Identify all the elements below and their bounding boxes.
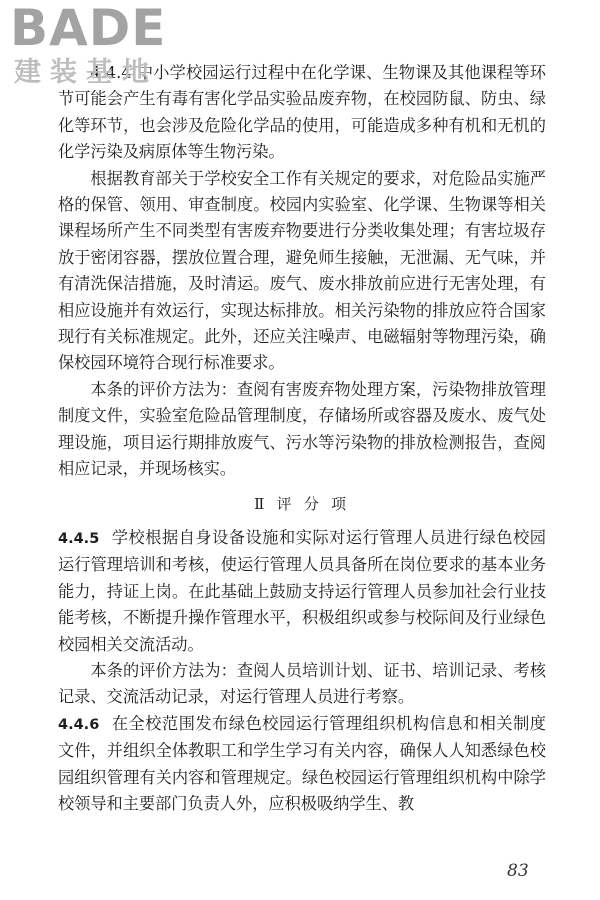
item-number-4-4-5: 4.4.5: [58, 530, 100, 547]
document-body: [58, 60, 546, 817]
item-text-4-4-5: 学校根据自身设备设施和实际对运行管理人员进行绿色校园运行管理培训和考核，使运行管理人员具备所在岗位要求的基本业务能力，持证上岗。在此基础上鼓励支持运行管理人员参加社会行业技能考核，不断提升操作管理水平，积极组织或参与校际间及行业绿色校园相关交流活动。: [58, 527, 546, 654]
paragraph-4-4-6: [58, 711, 546, 818]
paragraph-safety-rules: 根据教育部关于学校安全工作有关规定的要求，对危险品实施严格的保管、领用、审查制度。校园内实验室、化学课、生物课等相关课程场所产生不同类型有害废弃物要进行分类收集处理；有害垃圾存放于密闭容器，摆放位置合理，避免师生接触，无泄漏、无气味，并有清洗保洁措施，及时清运。废气、废水排放前应进行无害处理，有相应设施并有效运行，实现达标排放。相关污染物的排放应符合国家现行有关标准规定。此外，还应关注噪声、电磁辐射等物理污染，确保校园环境符合现行标准要求。: [58, 168, 546, 373]
paragraph-evaluation-method-2: 本条的评价方法为：查阅人员培训计划、证书、培训记录、考核记录、交流活动记录，对运行管理人员进行考察。: [58, 660, 546, 707]
watermark-subtitle: 建装基地: [14, 57, 158, 88]
item-text-4-4-6: 在全校范围发布绿色校园运行管理组织机构信息和相关制度文件，并组织全体教职工和学生学习有关内容，确保人人知悉绿色校园组织管理有关内容和管理规定。绿色校园运行管理组织机构中除学校领导和主要部门负责人外，应积极吸纳学生、教: [58, 713, 546, 813]
paragraph-4-4-5: [58, 525, 546, 658]
paragraph-evaluation-method-1: 本条的评价方法为：查阅有害废弃物处理方案，污染物排放管理制度文件，实验室危险品管理制度，存储场所或容器及废水、废气处理设施，项目运行期排放废气、污水等污染物的排放检测报告，查阅相应记录，并现场核实。: [58, 379, 546, 479]
section-title-scoring-items: Ⅱ 评 分 项: [254, 494, 350, 513]
page-number: 83: [507, 861, 529, 881]
paragraph-4-4-4: 4.4.4 中小学校园运行过程中在化学课、生物课及其他课程等环节可能会产生有毒有害化学品实验品废弃物，在校园防鼠、防虫、绿化等环节，也会涉及危险化学品的使用，可能造成多种有机和无机的化学污染及病原体等生物污染。: [58, 63, 546, 162]
item-number-4-4-6: 4.4.6: [58, 716, 100, 733]
watermark-brand: BADE: [10, 0, 167, 57]
